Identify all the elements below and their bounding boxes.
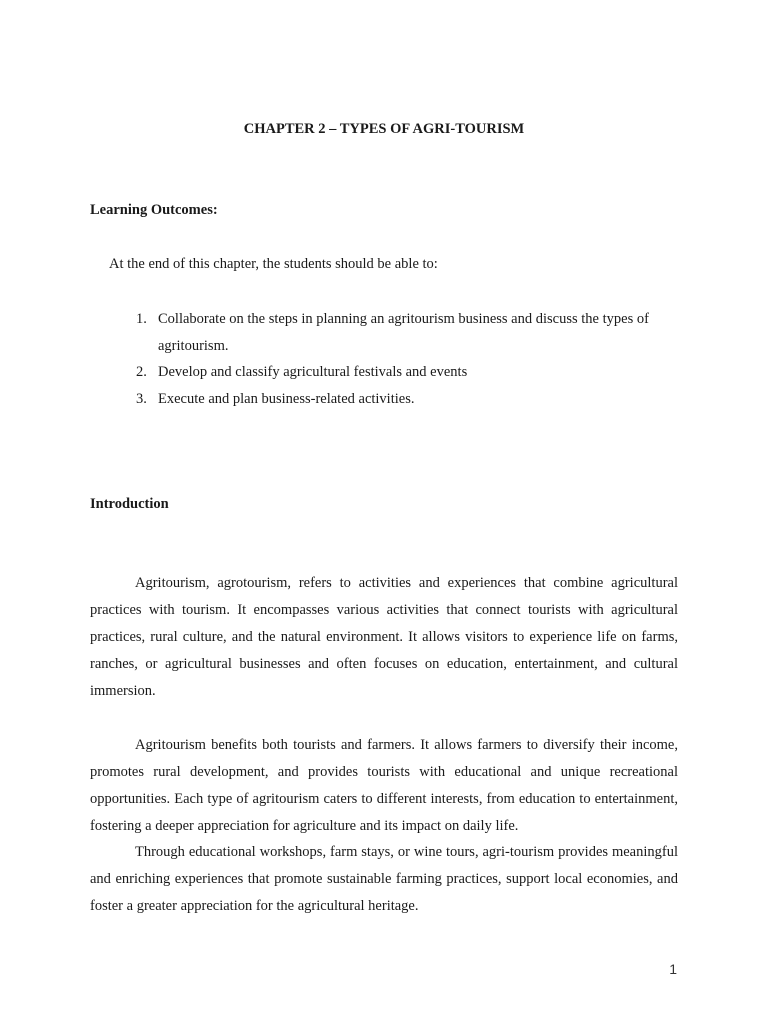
learning-outcomes-lead: At the end of this chapter, the students should be able to: — [109, 256, 438, 272]
learning-outcomes-list — [136, 306, 678, 412]
introduction-heading: Introduction — [90, 496, 169, 512]
introduction-paragraph-1: Agritourism, agrotourism, refers to activities and experiences that combine agricultural practices with tourism. It encompasses various activities that connect tourists with agricultural practices, rural culture, and the natural environment. It allows visitors to experience life on farms, ranches, or agricultural businesses and often focuses on education, entertainment, and cultural immersion. — [90, 575, 678, 699]
chapter-title: CHAPTER 2 – TYPES OF AGRI-TOURISM — [243, 121, 525, 137]
list-item-number: 1. — [136, 311, 147, 327]
list-item-text: Develop and classify agricultural festivals and events — [158, 364, 468, 380]
list-item — [136, 359, 678, 386]
list-item-text: Execute and plan business-related activities. — [158, 390, 415, 407]
list-item-text: Collaborate on the steps in planning an agritourism business and discuss the types of agritourism. — [158, 311, 649, 354]
introduction-paragraph-3: Through educational workshops, farm stays, or wine tours, agri-tourism provides meaningful and enriching experiences that promote sustainable farming practices, support local economies, and foster a greater appreciation for the agricultural heritage. — [90, 844, 678, 914]
introduction-paragraph-2: Agritourism benefits both tourists and farmers. It allows farmers to diversify their income, promotes rural development, and provides tourists with educational and unique recreational opportunities. Each type of agritourism caters to different interests, from education to entertainment, fostering a deeper appreciation for agriculture and its impact on daily life. — [90, 737, 678, 834]
list-item — [136, 306, 678, 359]
learning-outcomes-heading: Learning Outcomes: — [90, 202, 218, 218]
list-item-number: 2. — [136, 364, 147, 380]
list-item-number: 3. — [136, 390, 147, 407]
list-item — [136, 386, 678, 413]
page-number: 1 — [669, 961, 677, 977]
